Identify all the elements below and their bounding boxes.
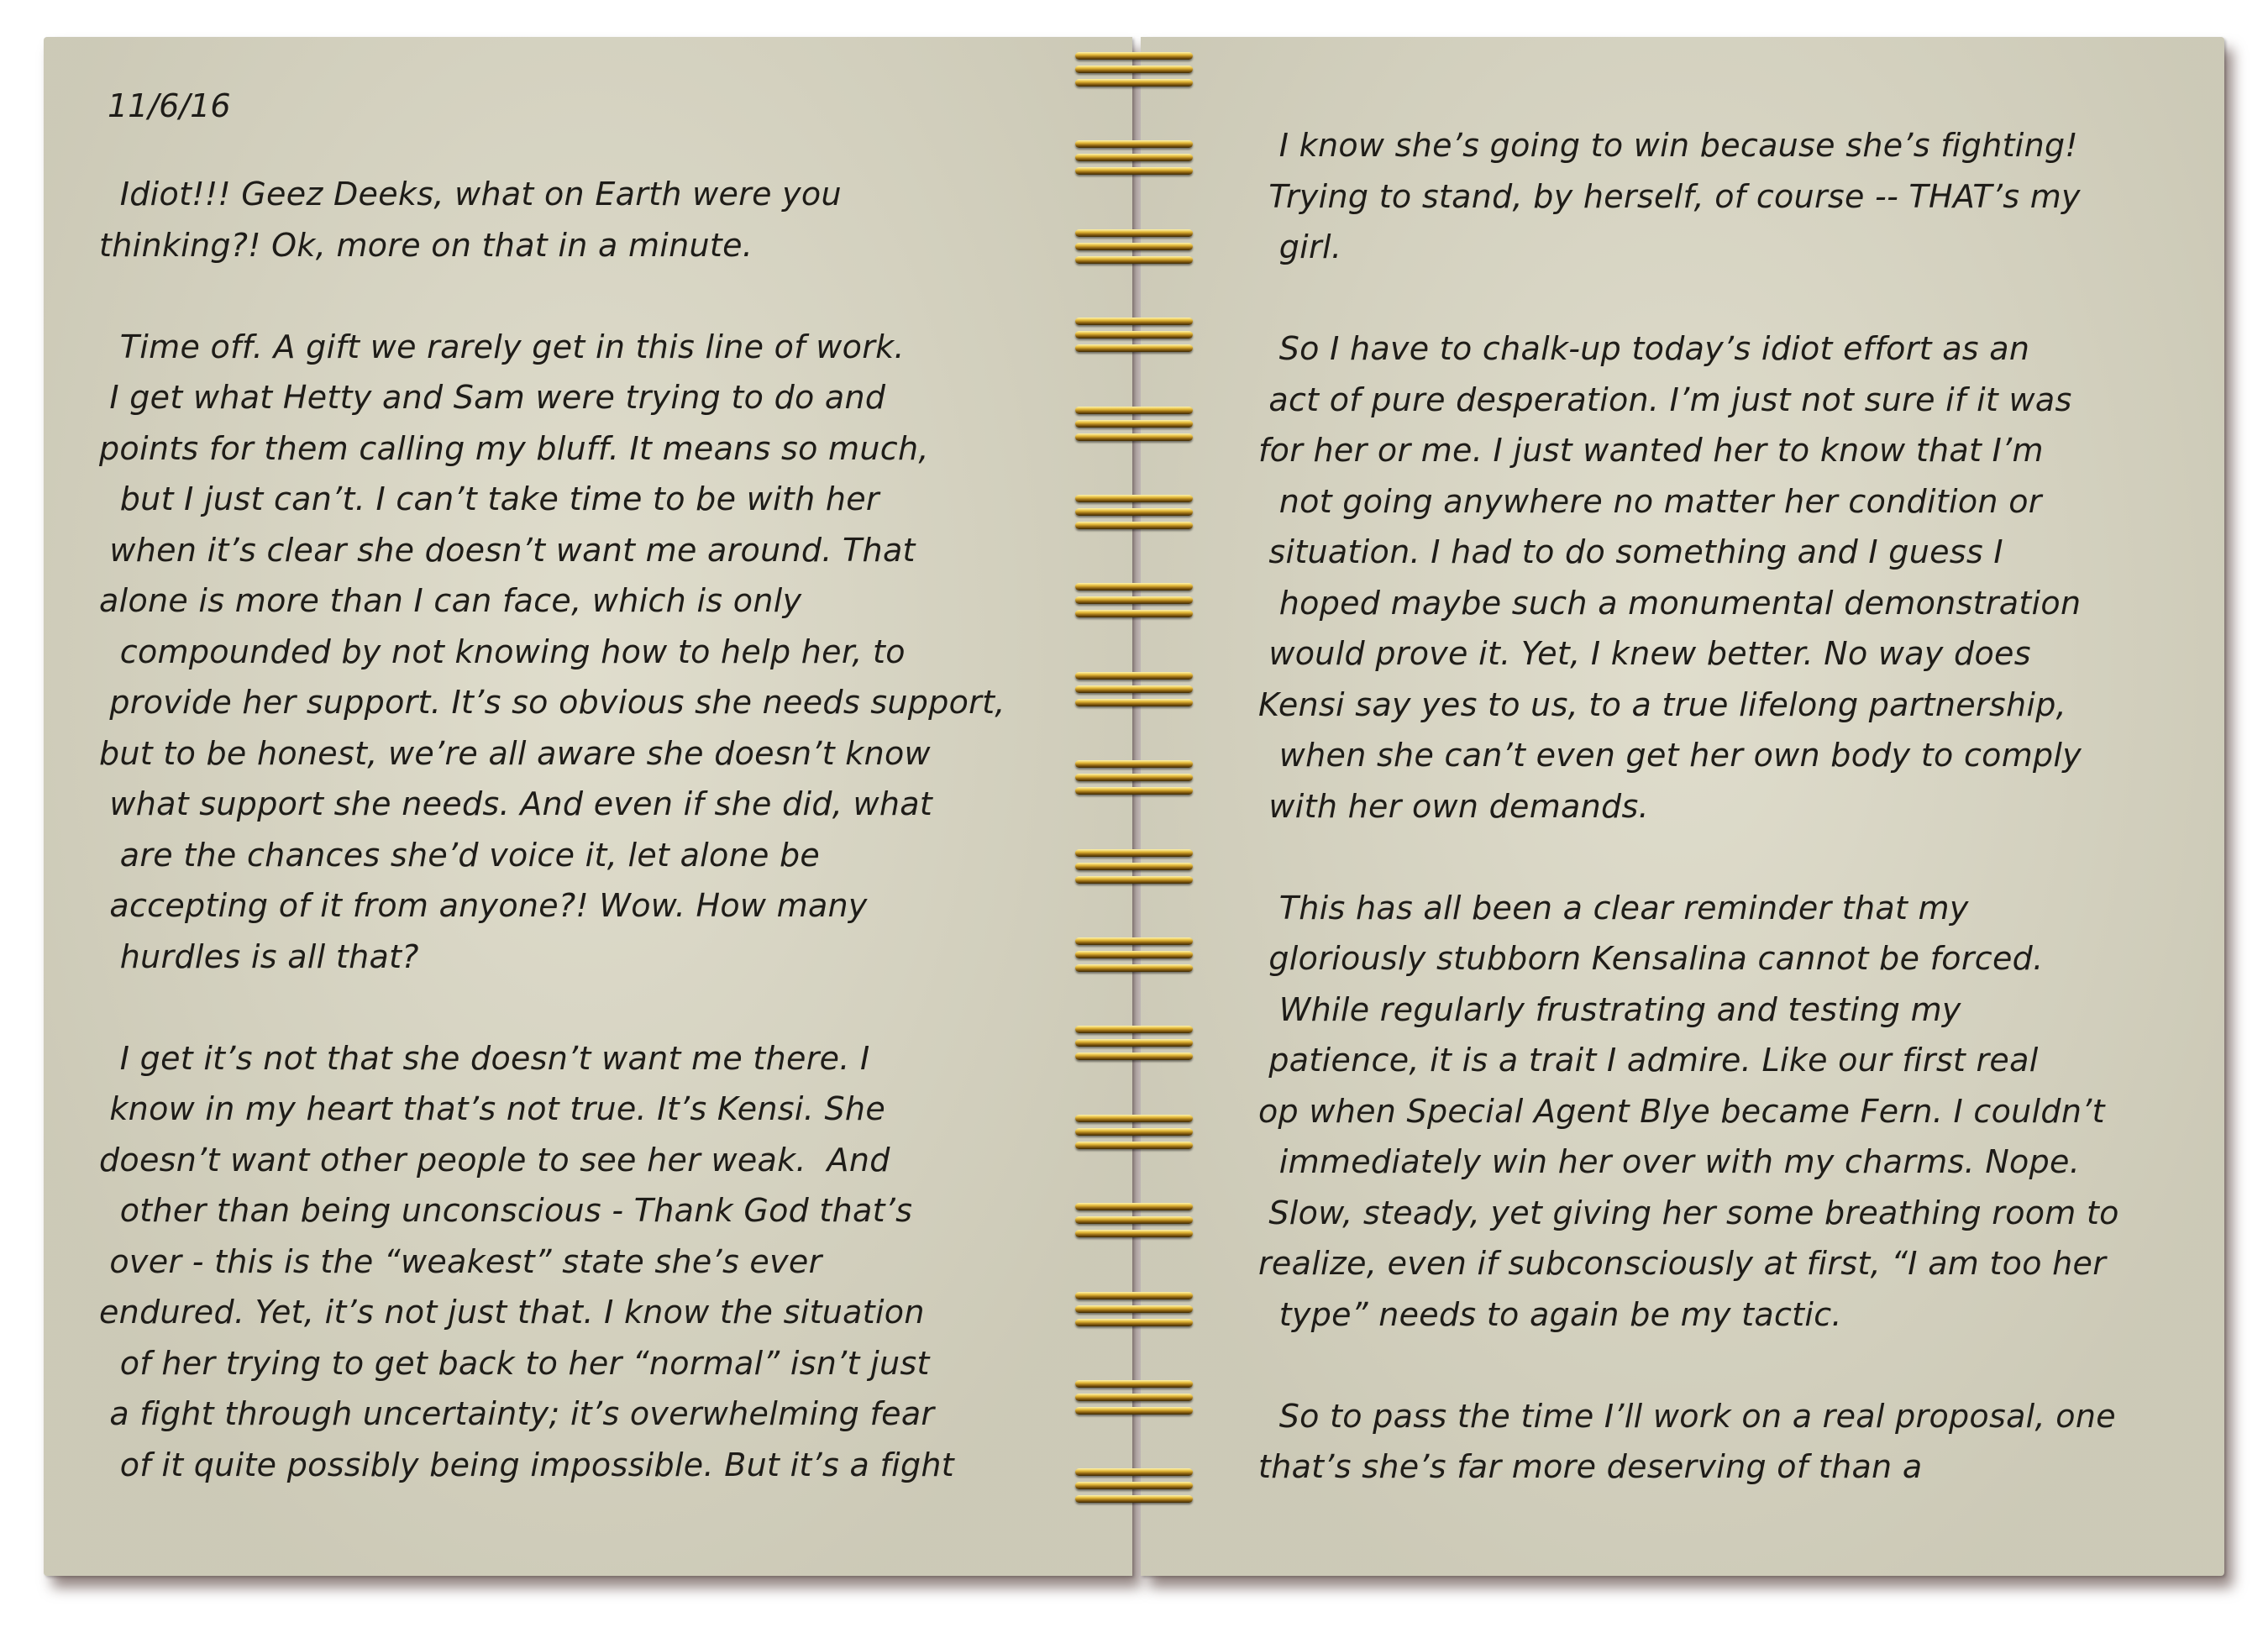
text-line: when it’s clear she doesn’t want me around. That (99, 531, 916, 569)
spiral-wire (1075, 1305, 1193, 1313)
spiral-wire (1075, 699, 1193, 706)
text-line: of it quite possibly being impossible. But it’s a fight (99, 1446, 954, 1483)
spiral-wire (1075, 787, 1193, 795)
text-line: with her own demands. (1258, 787, 1649, 825)
spiral-wire (1075, 140, 1193, 148)
spiral-wire (1075, 407, 1193, 414)
text-line: points for them calling my bluff. It means so much, (99, 429, 929, 467)
text-line: realize, even if subconsciously at first, “I am too her (1258, 1245, 2107, 1282)
spiral-wire (1075, 522, 1193, 529)
spiral-wire (1075, 876, 1193, 884)
text-line: but I just can’t. I can’t take time to be with her (99, 480, 879, 517)
text-line: hurdles is all that? (99, 937, 419, 975)
text-line: compounded by not knowing how to help her, to (99, 633, 906, 670)
spiral-wire (1075, 243, 1193, 250)
spiral-ring (1075, 50, 1193, 89)
text-line: So to pass the time I’ll work on a real proposal, one (1258, 1397, 2116, 1435)
spiral-wire (1075, 1128, 1193, 1136)
spiral-wire (1075, 849, 1193, 857)
spiral-wire (1075, 52, 1193, 60)
text-line (1258, 832, 2119, 883)
text-line: This has all been a clear reminder that my (1258, 889, 1969, 927)
text-line: act of pure desperation. I’m just not sure if it was (1258, 381, 2072, 418)
spiral-wire (1075, 1115, 1193, 1122)
spiral-ring (1075, 1378, 1193, 1417)
spiral-ring (1075, 316, 1193, 354)
text-line (1258, 1340, 2119, 1391)
spiral-wire (1075, 863, 1193, 870)
spiral-wire (1075, 937, 1193, 945)
spiral-binding (1067, 50, 1201, 1546)
text-line: not going anywhere no matter her condition or (1258, 482, 2042, 520)
spiral-wire (1075, 596, 1193, 604)
text-line (99, 982, 1005, 1033)
spiral-ring (1075, 936, 1193, 974)
spiral-wire (1075, 951, 1193, 958)
spiral-wire (1075, 1380, 1193, 1388)
spiral-ring (1075, 405, 1193, 444)
spiral-ring (1075, 581, 1193, 620)
spiral-wire (1075, 1203, 1193, 1210)
spiral-wire (1075, 154, 1193, 161)
spiral-ring (1075, 1201, 1193, 1240)
spiral-wire (1075, 1394, 1193, 1401)
text-line: I get what Hetty and Sam were trying to do and (99, 379, 886, 416)
text-line: Slow, steady, yet giving her some breathing room to (1258, 1194, 2119, 1231)
spiral-ring (1075, 1024, 1193, 1063)
text-line: Kensi say yes to us, to a true lifelong partnership, (1258, 685, 2066, 723)
spiral-wire (1075, 1468, 1193, 1476)
text-line (1258, 273, 2119, 324)
spiral-wire (1075, 760, 1193, 768)
text-line: over - this is the “weakest” state she’s ever (99, 1242, 822, 1280)
spiral-wire (1075, 964, 1193, 972)
spiral-wire (1075, 79, 1193, 87)
text-line: hoped maybe such a monumental demonstration (1258, 584, 2082, 622)
spiral-wire (1075, 229, 1193, 237)
text-line: girl. (1258, 228, 1342, 265)
spiral-wire (1075, 1026, 1193, 1033)
spiral-wire (1075, 508, 1193, 516)
text-line: Time off. A gift we rarely get in this line of work. (99, 328, 905, 365)
text-line: I know she’s going to win because she’s fighting! (1258, 127, 2078, 164)
text-line: immediately win her over with my charms. Nope. (1258, 1143, 2081, 1180)
text-line: op when Special Agent Blye became Fern. I couldn’t (1258, 1092, 2105, 1130)
text-line: gloriously stubborn Kensalina cannot be forced. (1258, 940, 2044, 977)
spiral-wire (1075, 1319, 1193, 1326)
text-line: provide her support. It’s so obvious she needs support, (99, 684, 1005, 721)
spiral-wire (1075, 331, 1193, 339)
spiral-wire (1075, 495, 1193, 502)
spiral-ring (1075, 1290, 1193, 1329)
spiral-wire (1075, 1230, 1193, 1237)
text-line: a fight through uncertainty; it’s overwhelming fear (99, 1395, 935, 1432)
spiral-wire (1075, 774, 1193, 781)
spiral-ring (1075, 493, 1193, 532)
text-line: are the chances she’d voice it, let alone be (99, 836, 821, 874)
text-line: for her or me. I just wanted her to know that I’m (1258, 432, 2044, 469)
text-line: of her trying to get back to her “normal” isn’t just (99, 1344, 930, 1382)
right-page-text (1258, 120, 2119, 1493)
text-line: patience, it is a trait I admire. Like our first real (1258, 1042, 2039, 1079)
spiral-wire (1075, 685, 1193, 693)
text-line: that’s she’s far more deserving of than a (1258, 1448, 1923, 1485)
spiral-wire (1075, 1053, 1193, 1060)
text-line: what support she needs. And even if she did, what (99, 785, 933, 822)
spiral-wire (1075, 420, 1193, 428)
text-line: Idiot!!! Geez Deeks, what on Earth were you (99, 176, 842, 213)
text-line: when she can’t even get her own body to comply (1258, 737, 2082, 774)
spiral-ring (1075, 139, 1193, 177)
spiral-wire (1075, 256, 1193, 264)
text-line: accepting of it from anyone?! Wow. How many (99, 887, 868, 924)
text-line: would prove it. Yet, I knew better. No way does (1258, 635, 2031, 672)
text-line: endured. Yet, it’s not just that. I know the situation (99, 1294, 925, 1331)
text-line: So I have to chalk-up today’s idiot effort as an (1258, 330, 2030, 367)
spiral-wire (1075, 1495, 1193, 1503)
spiral-ring (1075, 228, 1193, 266)
text-line: other than being unconscious - Thank God that’s (99, 1192, 913, 1229)
text-line: doesn’t want other people to see her weak. And (99, 1141, 890, 1179)
text-line (99, 270, 1005, 322)
spiral-wire (1075, 610, 1193, 617)
text-line: I get it’s not that she doesn’t want me there. I (99, 1039, 870, 1077)
entry-date: 11/6/16 (108, 87, 231, 124)
spiral-wire (1075, 66, 1193, 73)
spiral-wire (1075, 1039, 1193, 1047)
spiral-wire (1075, 1292, 1193, 1299)
spiral-wire (1075, 167, 1193, 175)
text-line: know in my heart that’s not true. It’s Kensi. She (99, 1090, 885, 1127)
text-line: thinking?! Ok, more on that in a minute. (99, 226, 753, 264)
spiral-wire (1075, 1216, 1193, 1224)
text-line: but to be honest, we’re all aware she doesn’t know (99, 734, 931, 772)
spiral-wire (1075, 1407, 1193, 1415)
text-line: alone is more than I can face, which is only (99, 582, 802, 619)
text-line: type” needs to again be my tactic. (1258, 1295, 1842, 1333)
text-line: situation. I had to do something and I guess I (1258, 533, 2003, 570)
spiral-wire (1075, 318, 1193, 325)
spiral-wire (1075, 433, 1193, 441)
spiral-wire (1075, 1482, 1193, 1489)
spiral-wire (1075, 672, 1193, 680)
spiral-ring (1075, 759, 1193, 797)
spiral-ring (1075, 848, 1193, 886)
spiral-wire (1075, 583, 1193, 591)
left-page-text (99, 169, 1005, 1490)
text-line: Trying to stand, by herself, of course -- THAT’s my (1258, 177, 2081, 215)
spiral-wire (1075, 344, 1193, 352)
spiral-wire (1075, 1142, 1193, 1149)
spiral-ring (1075, 1113, 1193, 1152)
spiral-ring (1075, 1467, 1193, 1505)
text-line: While regularly frustrating and testing my (1258, 990, 1961, 1028)
spiral-ring (1075, 670, 1193, 709)
